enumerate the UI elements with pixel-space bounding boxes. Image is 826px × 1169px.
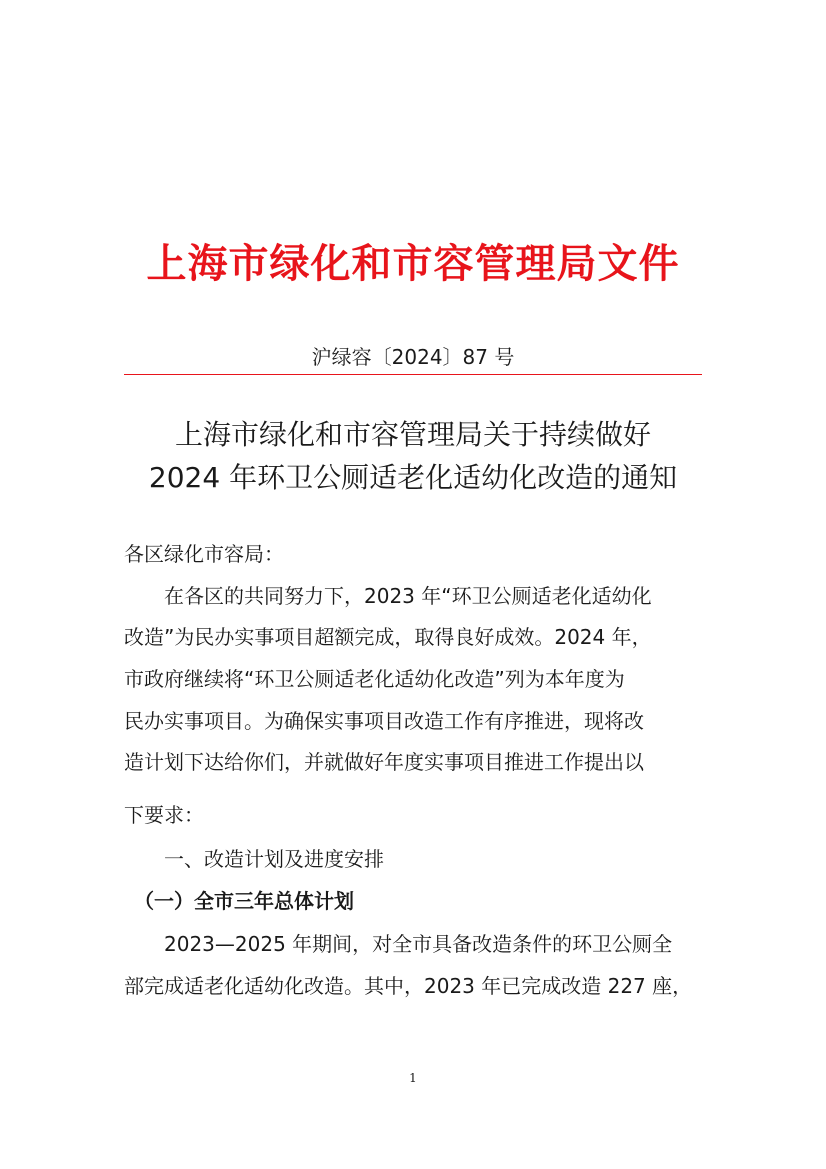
header-divider [124,374,702,375]
page-number: 1 [409,1071,417,1085]
document-header-title: 上海市绿化和市容管理局文件 [146,241,680,287]
body-line: 2023—2025 年期间，对全市具备改造条件的环卫公厕全 [124,932,673,956]
subsection-heading: （一）全市三年总体计划 [124,889,354,913]
body-line: 下要求： [124,803,204,827]
document-number: 沪绿容〔2024〕87 号 [311,345,515,369]
body-line: 改造”为民办实事项目超额完成，取得良好成效。2024 年， [124,625,652,649]
body-line: 在各区的共同努力下，2023 年“环卫公厕适老化适幼化 [124,584,652,608]
body-line: 部完成适老化适幼化改造。其中，2023 年已完成改造 227 座， [124,974,693,998]
body-line: 造计划下达给你们，并就做好年度实事项目推进工作提出以 [124,750,644,774]
notice-title-line-2: 2024 年环卫公厕适老化适幼化改造的通知 [148,461,678,494]
body-line: 民办实事项目。为确保实事项目改造工作有序推进，现将改 [124,709,644,733]
salutation: 各区绿化市容局： [124,542,284,566]
notice-title-line-1: 上海市绿化和市容管理局关于持续做好 [174,418,651,451]
section-heading: 一、改造计划及进度安排 [124,847,384,871]
body-line: 市政府继续将“环卫公厕适老化适幼化改造”列为本年度为 [124,667,625,691]
